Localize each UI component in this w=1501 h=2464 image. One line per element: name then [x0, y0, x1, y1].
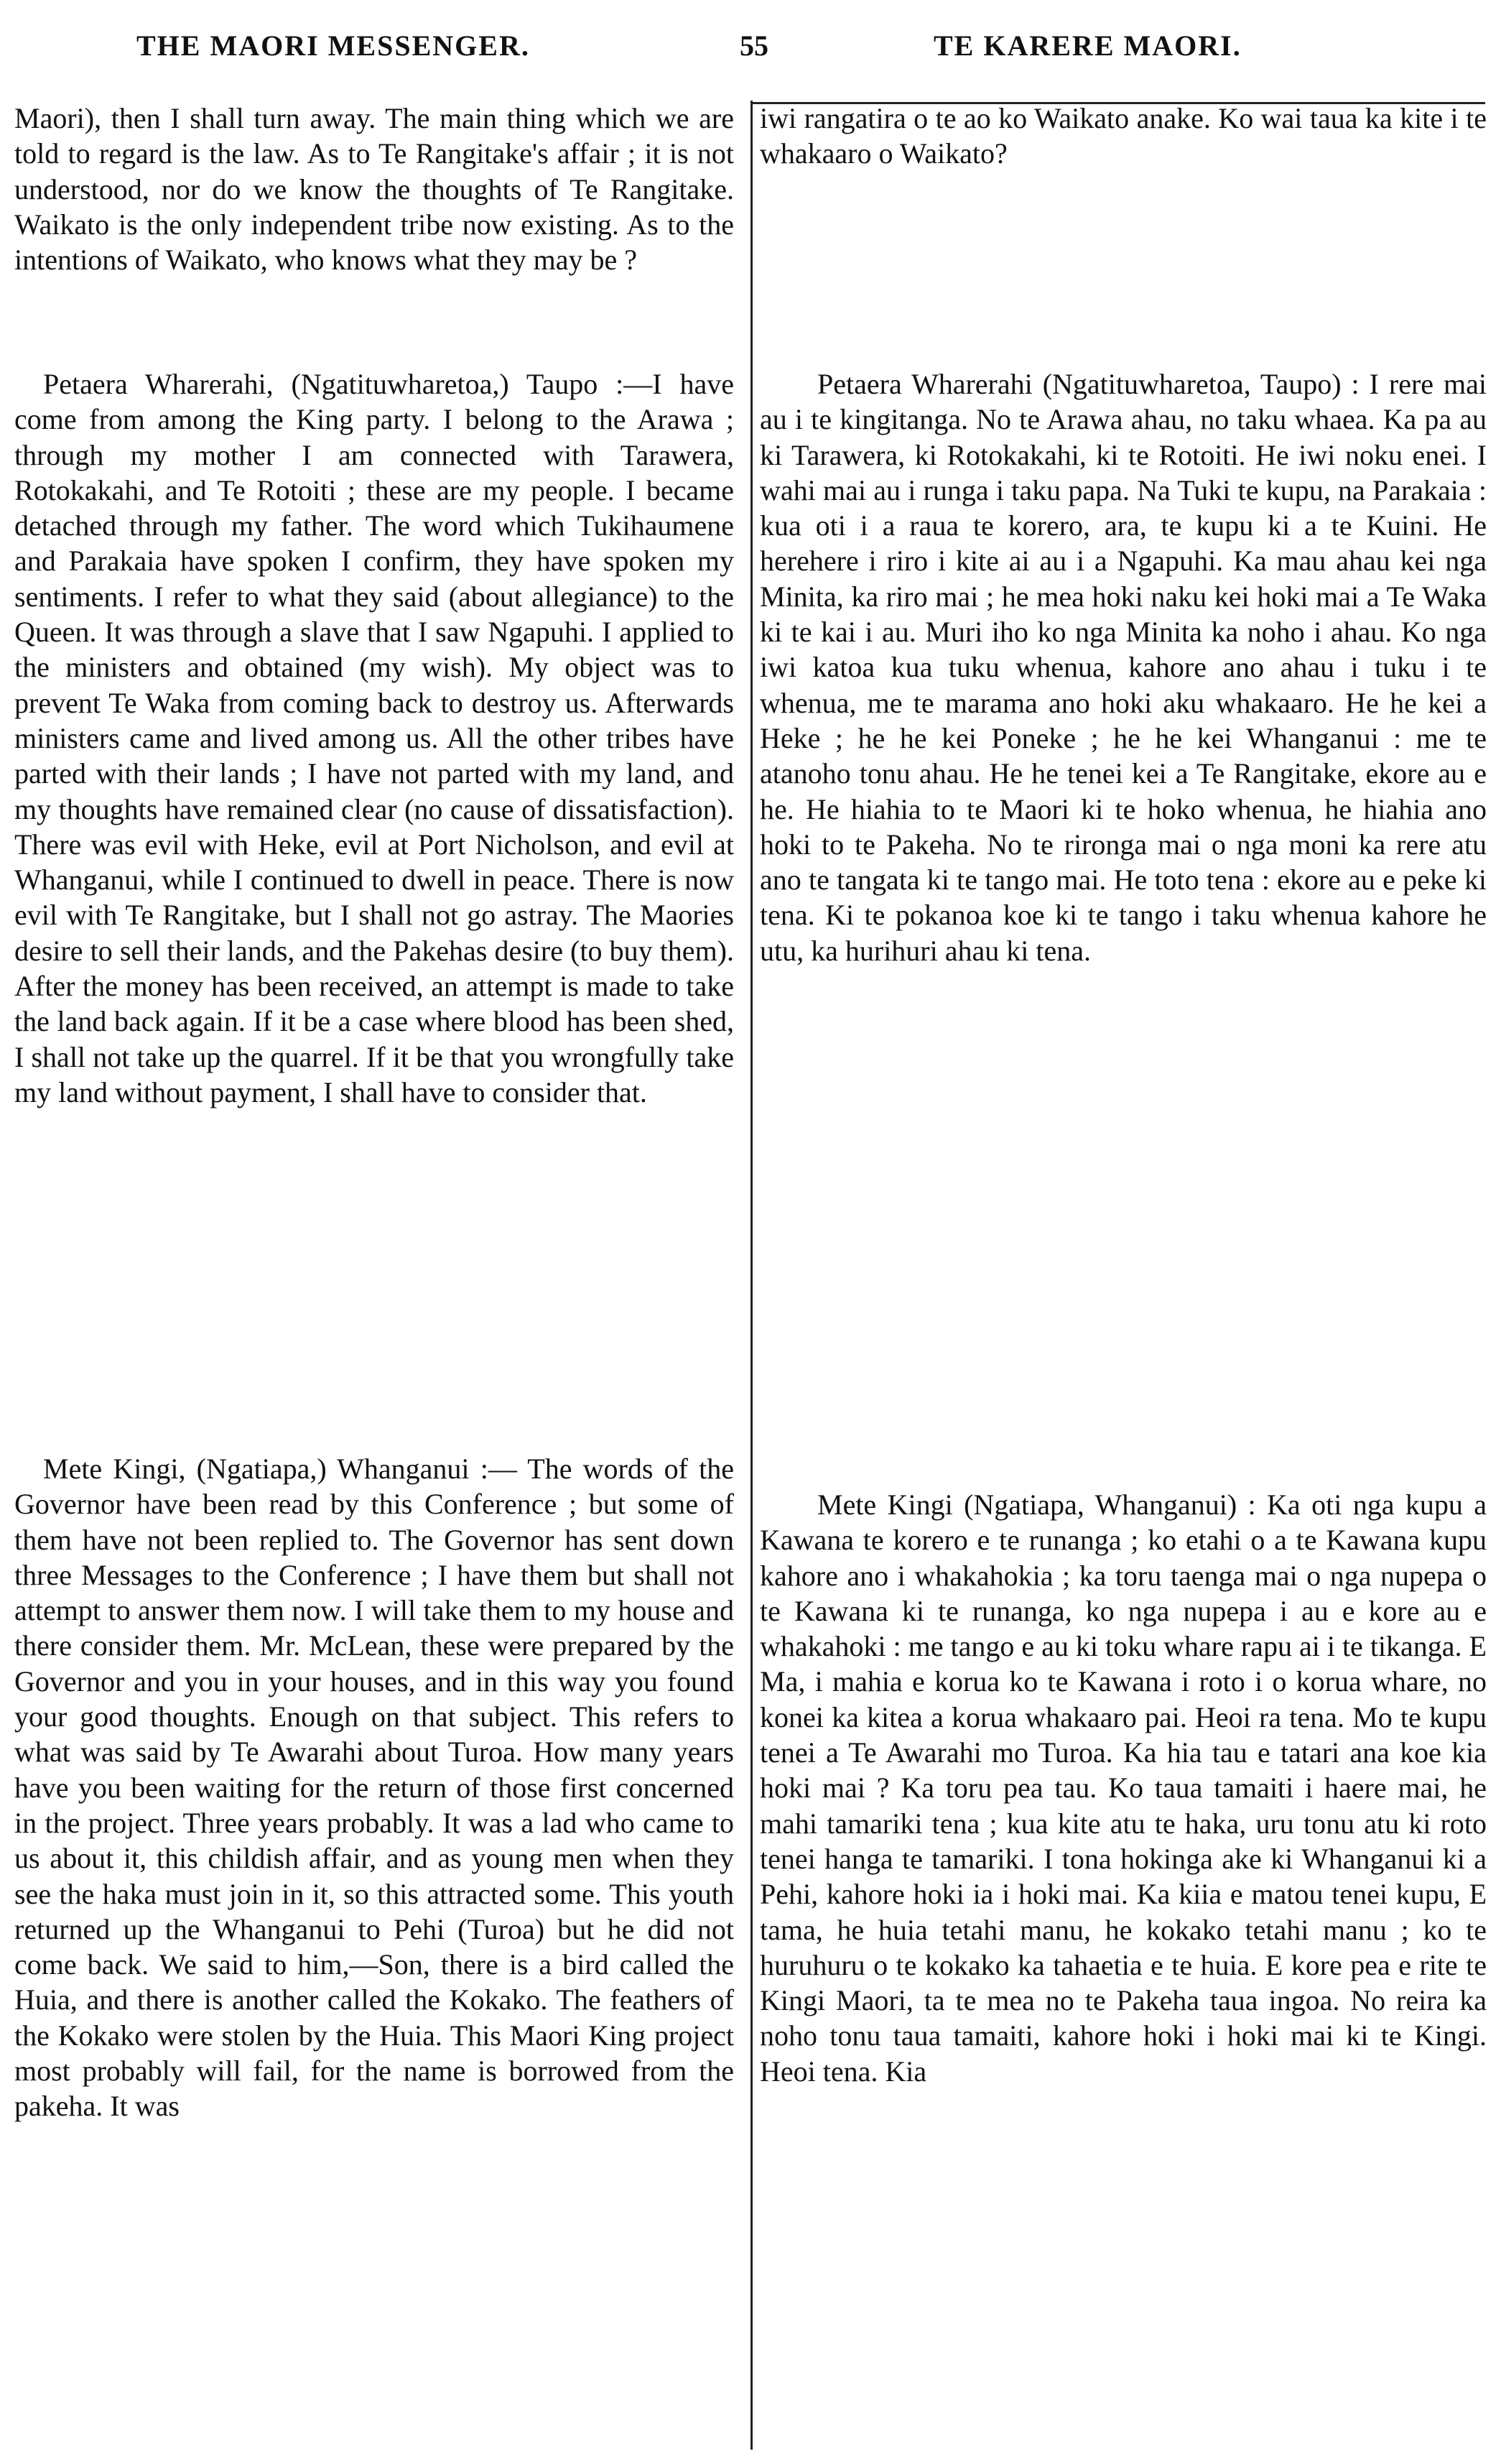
- english-paragraph-3-mete-kingi: Mete Kingi, (Ngatiapa,) Whanganui :— The words of the Governor have been read by this Conference ; but some of them have not been replied to. The Governor has sent down three Messages to the Conference ; I have them but shall not attempt to answer them now. I will take them to my house and there consider them. Mr. McLean, these were prepared by the Governor and you in your houses, and in this way you found your good thoughts. Enough on that subject. This refers to what was said by Te Awarahi about Turoa. How many years have you been waiting for the return of those first concerned in the project. Three years probably. It was a lad who came to us about it, this childish affair, and as young men when they see the haka must join in it, so this attracted some. This youth returned up the Whanganui to Pehi (Turoa) but he did not come back. We said to him,—Son, there is a bird called the Huia, and there is another called the Kokako. The feathers of the Kokako were stolen by the Huia. This Maori King project most probably will fail, for the name is borrowed from the pakeha. It was: [14, 1453, 734, 2123]
- maori-paragraph-3-block: [760, 1487, 1487, 2089]
- maori-paragraph-1-block: [760, 101, 1487, 172]
- english-paragraph-1-block: [14, 101, 734, 277]
- maori-paragraph-2-petaera-wharerahi: Petaera Wharerahi (Ngatituwharetoa, Taupo) : I rere mai au i te kingitanga. No te Arawa ahau, no taku whaea. Ka pa au ki Tarawera, ki Rotokakahi, ki te Rotoiti. He iwi noku enei. I wahi mai au i runga i taku papa. Na Tuki te kupu, na Parakaia : kua oti i a raua te korero, ara, te kupu ki a te Kuini. He herehere i riro i kite ai au i a Ngapuhi. Ka mau ahau kei nga Minita, ka riro mai ; he mea hoki naku kei hoki mai a Te Waka ki te kai i au. Muri iho ko nga Minita ka noho i ahau. Ko nga iwi katoa kua tuku whenua, kahore ano ahau i tuku i te whenua, me te marama ano hoki aku whakaaro. He he kei a Heke ; he he kei Poneke ; he he kei Whanganui : me te atanoho tonu ahau. He he tenei kei a Te Rangitake, ekore au e he. He hiahia to te Maori ki te hoko whenua, he hiahia ano hoki to te Pakeha. No te rironga mai o nga moni ka rere atu ano te tangata ki te tango mai. He toto tena : ekore au e peke ki tena. Ki te pokanoa koe ki te tango i taku whenua kahore he utu, ka hurihuri ahau ki tena.: [760, 368, 1487, 967]
- maori-paragraph-3-mete-kingi: Mete Kingi (Ngatiapa, Whanganui) : Ka oti nga kupu a Kawana te korero e te runanga ; ko etahi o a te Kawana kupu kahore ano i whakahokia ; ka toru taenga mai o nga nupepa o te Kawana ki te runanga, ko nga nupepa i au e kore au e whakahoki : me tango e au ki toku whare rapu ai i te tikanga. E Ma, i mahia e korua ko te Kawana i roto i o korua whare, no konei ka kitea a korua whakaaro pai. Heoi ra tena. Mo te kupu tenei a Te Awarahi mo Turoa. Ka hia tau e tatari ana koe kia hoki mai ? Ka toru pea tau. Ko taua tamaiti i haere mai, he mahi tamariki tena ; kua kite atu te haka, uru tonu atu ki roto tenei hanga te tamariki. I tona hokinga ake ki Whanganui ki a Pehi, kahore hoki ia i hoki mai. Ka kiia e matou tenei kupu, E tama, he huia tetahi manu, he kokako tetahi manu ; ko te huruhuru o te kokako ka tahaetia e te huia. E kore pea e rite te Kingi Maori, ta te mea no te Pakeha taua ingoa. No reira ka noho tonu taua tamaiti, kahore hoki i hoki mai ki te Kingi. Heoi tena. Kia: [760, 1488, 1487, 2088]
- maori-masthead: TE KARERE MAORI.: [934, 29, 1242, 62]
- page-number: 55: [740, 29, 768, 62]
- column-divider: [750, 101, 753, 2450]
- maori-paragraph-1: iwi rangatira o te ao ko Waikato anake. Ko wai taua ka kite i te whakaaro o Waikato?: [760, 102, 1487, 170]
- english-paragraph-2-petaera-wharerahi: Petaera Wharerahi, (Ngatituwharetoa,) Taupo :—I have come from among the King party. I belong to the Arawa ; through my mother I am connected with Tarawera, Rotokakahi, and Te Rotoiti ; these are my people. I became detached through my father. The word which Tukihaumene and Parakaia have spoken I confirm, they have spoken my sentiments. I refer to what they said (about allegiance) to the Queen. It was through a slave that I saw Ngapuhi. I applied to the ministers and obtained (my wish). My object was to prevent Te Waka from coming back to destroy us. Afterwards ministers came and lived among us. All the other tribes have parted with their lands ; I have not parted with my land, and my thoughts have remained clear (no cause of dissatisfaction). There was evil with Heke, evil at Port Nicholson, and evil at Whanganui, while I continued to dwell in peace. There is now evil with Te Rangitake, but I shall not go astray. The Maories desire to sell their lands, and the Pakehas desire (to buy them). After the money has been received, an attempt is made to take the land back again. If it be a case where blood has been shed, I shall not take up the quarrel. If it be that you wrongfully take my land without payment, I shall have to consider that.: [14, 368, 734, 1108]
- english-paragraph-3-block: [14, 1451, 734, 2124]
- page-header: [0, 29, 1501, 86]
- english-paragraph-2-block: [14, 366, 734, 1110]
- english-paragraph-1: Maori), then I shall turn away. The main thing which we are told to regard is the law. As to Te Rangitake's affair ; it is not understood, nor do we know the thoughts of Te Rangitake. Waikato is the only independent tribe now existing. As to the intentions of Waikato, who knows what they may be ?: [14, 102, 734, 277]
- english-masthead: THE MAORI MESSENGER.: [136, 29, 530, 62]
- maori-paragraph-2-block: [760, 366, 1487, 968]
